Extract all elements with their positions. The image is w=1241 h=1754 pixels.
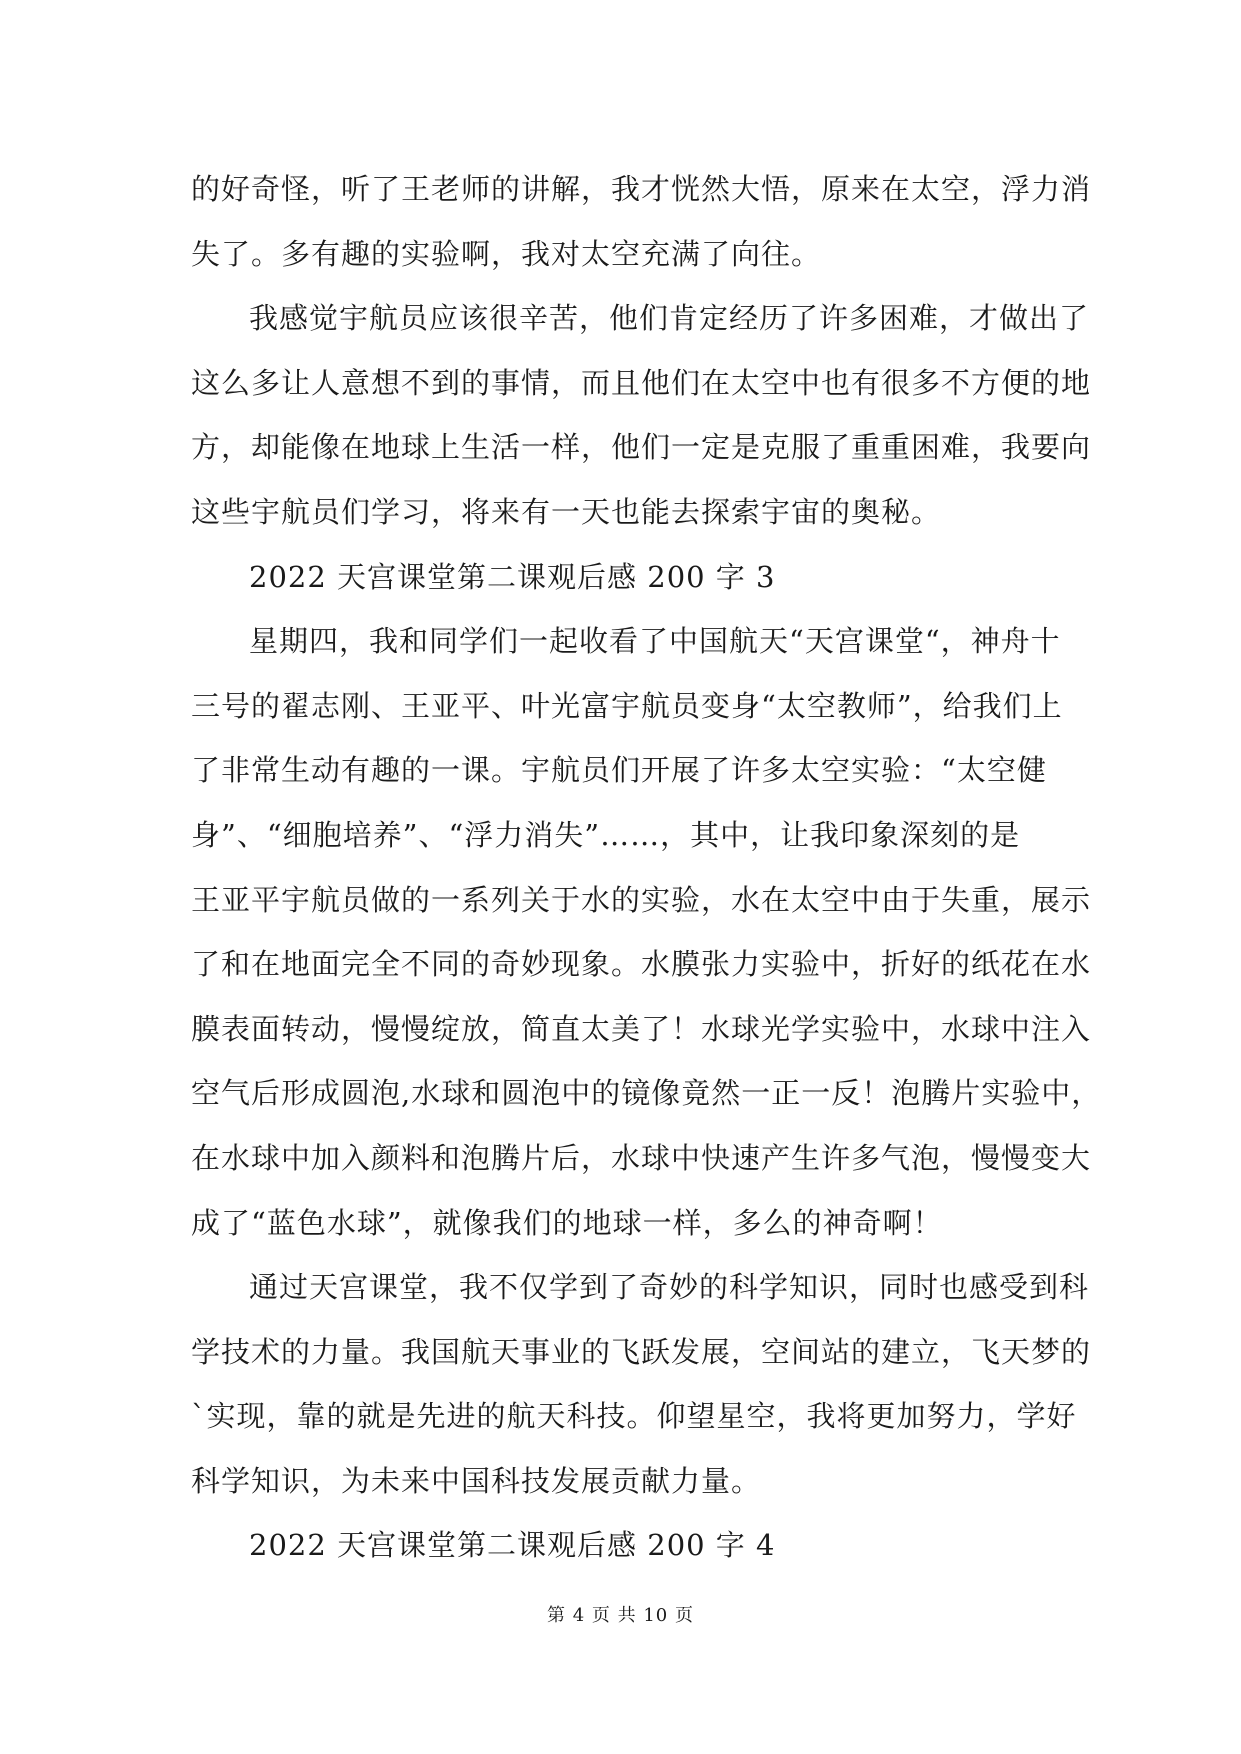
text-line: 了非常生动有趣的一课。宇航员们开展了许多太空实验：“太空健	[191, 753, 1047, 788]
text-line: 在水球中加入颜料和泡腾片后，水球中快速产生许多气泡，慢慢变大	[191, 1140, 1092, 1175]
page-number-footer: 第 4 页 共 10 页	[547, 1605, 694, 1626]
text-line: 的好奇怪，听了王老师的讲解，我才恍然大悟，原来在太空，浮力消	[191, 172, 1092, 206]
text-line: 三号的翟志刚、王亚平、叶光富宇航员变身“太空教师”，给我们上	[191, 688, 1063, 723]
text-line: 星期四，我和同学们一起收看了中国航天“天宫课堂“，神舟十	[249, 624, 1061, 659]
body-text	[191, 157, 1102, 1578]
text-line: 学技术的力量。我国航天事业的飞跃发展，空间站的建立，飞天梦的	[191, 1334, 1092, 1369]
text-line: 王亚平宇航员做的一系列关于水的实验，水在太空中由于失重，展示	[191, 882, 1092, 917]
text-line: 方，却能像在地球上生活一样，他们一定是克服了重重困难，我要向	[191, 430, 1092, 465]
text-line: 失了。多有趣的实验啊，我对太空充满了向往。	[191, 236, 822, 271]
text-line: 这些宇航员们学习，将来有一天也能去探索宇宙的奥秘。	[191, 494, 942, 529]
text-line: 空气后形成圆泡,水球和圆泡中的镜像竟然一正一反！泡腾片实验中，	[191, 1076, 1102, 1111]
text-line: `实现，靠的就是先进的航天科技。仰望星空，我将更加努力，学好	[191, 1399, 1077, 1434]
text-line: 膜表面转动，慢慢绽放，简直太美了！水球光学实验中，水球中注入	[191, 1011, 1092, 1046]
text-line: 我感觉宇航员应该很辛苦，他们肯定经历了许多困难，才做出了	[249, 301, 1090, 336]
text-line: 这么多让人意想不到的事情，而且他们在太空中也有很多不方便的地	[191, 365, 1092, 400]
section-heading: 2022 天宫课堂第二课观后感 200 字 3	[249, 559, 776, 594]
text-line: 成了“蓝色水球”，就像我们的地球一样，多么的神奇啊！	[191, 1205, 943, 1240]
text-line: 科学知识，为未来中国科技发展贡献力量。	[191, 1463, 762, 1498]
section-heading: 2022 天宫课堂第二课观后感 200 字 4	[249, 1528, 776, 1563]
text-line: 了和在地面完全不同的奇妙现象。水膜张力实验中，折好的纸花在水	[191, 947, 1092, 982]
text-line: 通过天宫课堂，我不仅学到了奇妙的科学知识，同时也感受到科	[249, 1270, 1090, 1305]
text-line: 身”、“细胞培养”、“浮力消失”……，其中，让我印象深刻的是	[191, 817, 1021, 852]
